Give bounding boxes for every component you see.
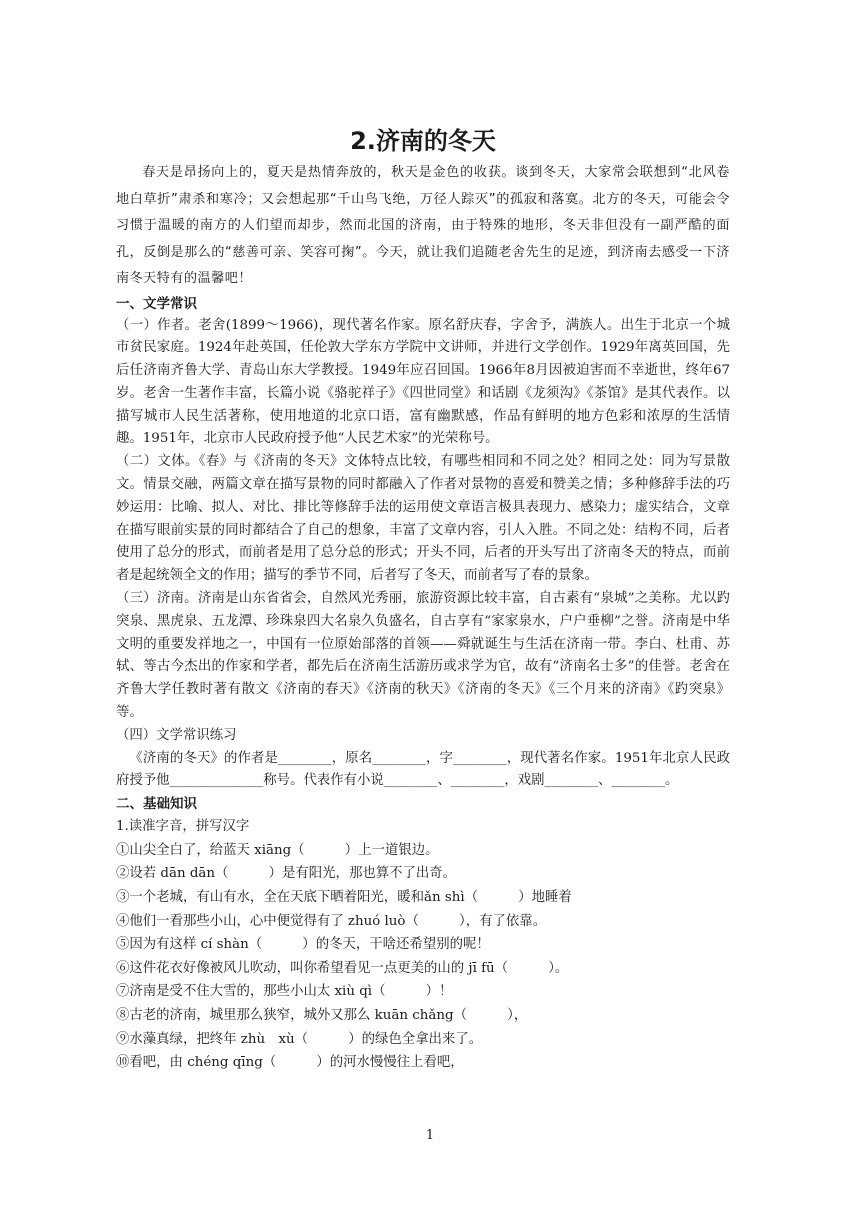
exercise-label: （四）文学常识练习 — [116, 727, 237, 743]
exercise-subtitle: 1.读准字音，拼写汉字 — [116, 819, 250, 835]
exercise-item: ⑤因为有这样 cí shàn（ ）的冬天，干啥还希望别的呢！ — [116, 937, 490, 953]
paragraph-genre: （二）文体。《春》与《济南的冬天》文体特点比较，有哪些相同和不同之处？相同之处：同为写景散文。情景交融，两篇文章在描写景物的同时都融入了作者对景物的喜爱和赞美之情；多种修辞手法的巧妙运用：比喻、拟人、对比、排比等修辞手法的运用使文章语言极具表现力、感染力；虚实结合，文章在描写眼前实景的同时都结合了自己的想象，丰富了文章内容，引人入胜。不同之处：结构不同，后者使用了总分的形式，而前者是用了总分总的形式；开头不同，后者的开头写出了济南冬天的特点，而前者是起统领全文的作用；描写的季节不同，后者写了冬天，而前者写了春的景象。 — [116, 454, 730, 584]
exercise-item: ⑧古老的济南，城里那么狭窄，城外又那么 kuān chǎng（ ）， — [116, 1007, 528, 1023]
exercise-fill-blank: 《济南的冬天》的作者是________，原名________，字________，现代著名作家。1951年北京人民政府授予他______________称号。代表作有小说________、________，戏剧________、________。 — [116, 750, 730, 789]
exercise-item: ②设若 dān dān（ ）是有阳光，那也算不了出奇。 — [116, 866, 457, 882]
exercise-item: ③一个老城，有山有水，全在天底下晒着阳光，暖和ǎn shì（ ）地睡着 — [116, 890, 572, 906]
paragraph-jinan: （三）济南。济南是山东省省会，自然风光秀丽，旅游资源比较丰富，自古素有“泉城”之美称。尤以趵突泉、黑虎泉、五龙潭、珍珠泉四大名泉久负盛名，自古享有“家家泉水，户户垂柳”之誉。济南是中华文明的重要发祥地之一，中国有一位原始部落的首领——舜就诞生与生活在济南一带。李白、杜甫、苏轼、等古今杰出的作家和学者，都先后在济南生活游历或求学为官，故有“济南名士多”的佳誉。老舍在齐鲁大学任教时著有散文《济南的春天》《济南的秋天》《济南的冬天》《三个月来的济南》《趵突泉》等。 — [116, 591, 730, 721]
exercise-item: ①山尖全白了，给蓝天 xiāng（ ）上一道银边。 — [116, 842, 439, 858]
exercise-item: ⑩看吧，由 chéng qīng（ ）的河水慢慢往上看吧， — [116, 1055, 464, 1071]
exercise-item: ⑦济南是受不住大雪的，那些小山太 xiù qì（ ）！ — [116, 984, 453, 1000]
section-heading-literature: 一、文学常识 — [116, 295, 197, 312]
intro-paragraph: 春天是昂扬向上的，夏天是热情奔放的，秋天是金色的收获。谈到冬天，大家常会联想到“北风卷地白草折”肃杀和寒冷；又会想起那“千山鸟飞绝，万径人踪灭”的孤寂和落寞。北方的冬天，可能会令习惯于温暖的南方的人们望而却步，然而北国的济南，由于特殊的地形，冬天非但没有一副严酷的面孔，反倒是那么的“慈善可亲、笑容可掬”。今天，就让我们追随老舍先生的足迹，到济南去感受一下济南冬天特有的温馨吧！ — [116, 165, 730, 286]
page-title: 2.济南的冬天 — [350, 127, 496, 155]
page-number: 1 — [425, 1128, 435, 1143]
exercise-item: ④他们一看那些小山，心中便觉得有了 zhuó luò（ ），有了依靠。 — [116, 913, 547, 929]
section-heading-basics: 二、基础知识 — [116, 796, 197, 813]
exercise-item: ⑥这件花衣好像被风儿吹动，叫你希望看见一点更美的山的 jī fū（ ）。 — [116, 960, 569, 976]
paragraph-author: （一）作者。老舍(1899～1966)，现代著名作家。原名舒庆春，字舍予，满族人。出生于北京一个城市贫民家庭。1924年赴英国，任伦敦大学东方学院中文讲师，并进行文学创作。1929年离英回国，先后任济南齐鲁大学、青岛山东大学教授。1949年应召回国。1966年8月因被迫害而不幸逝世，终年67岁。老舍一生著作丰富，长篇小说《骆驼祥子》《四世同堂》和话剧《龙须沟》《茶馆》是其代表作。以描写城市人民生活著称，使用地道的北京口语，富有幽默感，作品有鲜明的地方色彩和浓厚的生活情趣。1951年，北京市人民政府授予他“人民艺术家”的光荣称号。 — [116, 317, 730, 447]
content — [116, 124, 730, 1075]
exercise-item: ⑨水藻真绿，把终年 zhù xù（ ）的绿色全拿出来了。 — [116, 1031, 483, 1047]
